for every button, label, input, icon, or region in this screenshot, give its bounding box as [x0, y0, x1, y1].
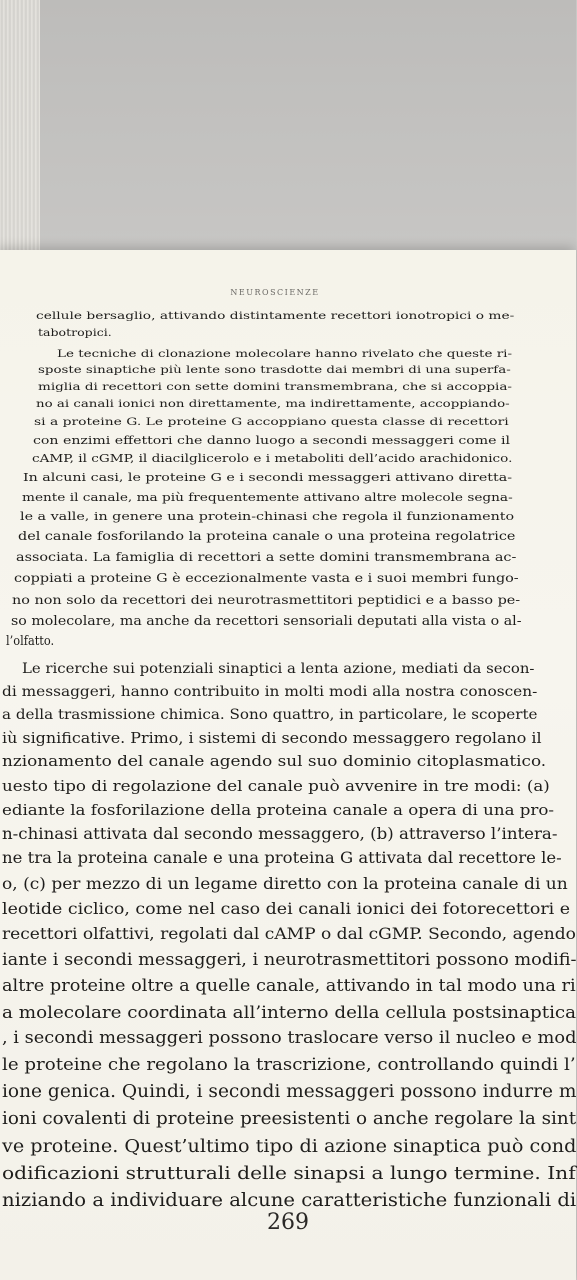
text-line: so molecolare, ma anche da recettori sensoriali deputati alla vista o al-	[11, 613, 522, 628]
text-line: iante i secondi messaggeri, i neurotrasmettitori possono modifi-	[2, 950, 577, 969]
text-line: altre proteine oltre a quelle canale, attivando in tal modo una ri	[2, 976, 576, 995]
text-line: di messaggeri, hanno contribuito in molti modi alla nostra conoscen-	[2, 684, 538, 700]
text-line: si a proteine G. Le proteine G accoppiano questa classe di recettori	[34, 416, 509, 428]
text-line: ioni covalenti di proteine preesistenti o anche regolare la sint	[2, 1109, 577, 1129]
text-line: Le tecniche di clonazione molecolare hanno rivelato che queste ri-	[57, 348, 513, 360]
text-line: con enzimi effettori che danno luogo a secondi messaggeri come il	[33, 434, 511, 447]
text-line: a della trasmissione chimica. Sono quattro, in particolare, le scoperte	[2, 707, 538, 723]
text-line: mente il canale, ma più frequentemente attivano altre molecole segna-	[22, 490, 513, 504]
text-line: tabotropici.	[38, 327, 112, 339]
page-number: 269	[267, 1210, 309, 1235]
text-line: miglia di recettori con sette domini transmembrana, che si accoppia-	[38, 381, 512, 393]
text-line: niziando a individuare alcune caratteristiche funzionali di	[2, 1190, 577, 1211]
text-line: cellule bersaglio, attivando distintamente recettori ionotropici o me-	[36, 310, 515, 322]
text-line: nzionamento del canale agendo sul suo dominio citoplasmatico.	[2, 753, 547, 770]
text-line: l’olfatto.	[6, 634, 55, 649]
text-line: cAMP, il cGMP, il diacilglicerolo e i metaboliti dell’acido arachidonico.	[32, 452, 513, 465]
text-line: ione genica. Quindi, i secondi messaggeri possono indurre m	[2, 1082, 577, 1102]
text-line: o, (c) per mezzo di un legame diretto con la proteina canale di un	[2, 874, 568, 893]
text-line: recettori olfattivi, regolati dal cAMP o dal cGMP. Secondo, agendo	[2, 924, 576, 943]
text-line: , i secondi messaggeri possono traslocare verso il nucleo e mod	[2, 1028, 577, 1048]
text-line: ve proteine. Quest’ultimo tipo di azione sinaptica può cond	[2, 1136, 577, 1157]
text-line: In alcuni casi, le proteine G e i secondi messaggeri attivano diretta-	[23, 471, 513, 484]
text-line: iù significative. Primo, i sistemi di secondo messaggero regolano il	[2, 730, 542, 747]
text-line: uesto tipo di regolazione del canale può avvenire in tre modi: (a)	[2, 777, 550, 795]
text-line: ediante la fosforilazione della proteina canale a opera di una pro-	[2, 801, 555, 819]
text-line: le proteine che regolano la trascrizione, controllando quindi l’	[2, 1055, 576, 1075]
running-head: NEUROSCIENZE	[230, 288, 320, 297]
text-line: Le ricerche sui potenziali sinaptici a lenta azione, mediati da secon-	[22, 661, 535, 677]
text-line: leotide ciclico, come nel caso dei canali ionici dei fotorecettori e	[2, 899, 571, 918]
book-page	[0, 250, 576, 1280]
text-line: coppiati a proteine G è eccezionalmente vasta e i suoi membri fungo-	[14, 571, 519, 585]
text-line: sposte sinaptiche più lente sono trasdotte dai membri di una superfa-	[38, 364, 511, 376]
text-line: le a valle, in genere una protein-chinasi che regola il funzionamento	[20, 509, 515, 523]
text-line: associata. La famiglia di recettori a sette domini transmembrana ac-	[16, 550, 517, 564]
text-line: del canale fosforilando la proteina canale o una proteina regolatrice	[18, 529, 516, 543]
body-text	[0, 310, 577, 1211]
text-line: no ai canali ionici non direttamente, ma indirettamente, accoppiando-	[36, 398, 510, 410]
text-line: ne tra la proteina canale e una proteina G attivata dal recettore le-	[2, 849, 562, 867]
text-line: odificazioni strutturali delle sinapsi a lungo termine. Inf	[2, 1163, 576, 1184]
text-line: no non solo da recettori dei neurotrasmettitori peptidici e a basso pe-	[12, 592, 521, 607]
text-line: a molecolare coordinata all’interno della cellula postsinaptica	[2, 1002, 577, 1022]
text-line: n-chinasi attivata dal secondo messaggero, (b) attraverso l’intera-	[2, 825, 558, 843]
